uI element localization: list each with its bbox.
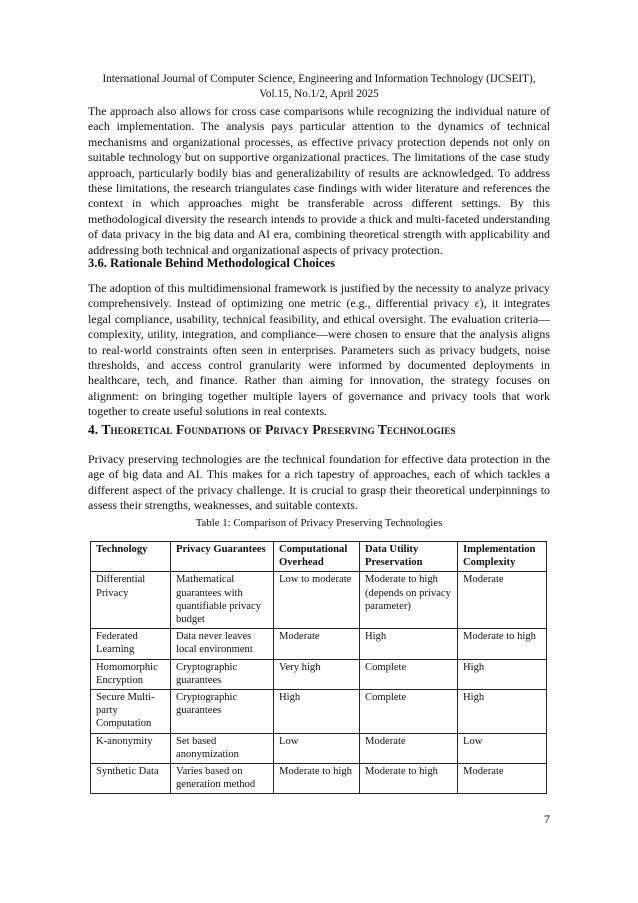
table-cell: Data never leaves local environment <box>171 629 274 659</box>
header-technology: Technology <box>91 542 171 572</box>
table-caption: Table 1: Comparison of Privacy Preserving Technologies <box>195 517 443 529</box>
table-cell: Moderate to high <box>274 764 360 794</box>
table-cell: Low to moderate <box>274 572 360 629</box>
comparison-table <box>90 541 547 794</box>
table-cell: Federated Learning <box>91 629 171 659</box>
table-cell: High <box>360 629 458 659</box>
section-3-6-block <box>88 281 550 420</box>
header-computational-overhead: Computational Overhead <box>274 542 360 572</box>
table-cell: Moderate to high <box>360 764 458 794</box>
page-number: 7 <box>544 812 550 826</box>
table-cell: K-anonymity <box>91 733 171 763</box>
table-cell: Complete <box>360 690 458 734</box>
table-cell: Moderate <box>274 629 360 659</box>
intro-paragraph: The approach also allows for cross case comparisons while recognizing the individual nature of each implementation. The analysis pays particular attention to the dynamics of technical mechanisms and organizational processes, as effective privacy protection depends not only on suitable technology but on supportive organizational practices. The limitations of the case study approach, particularly bodily bias and generalizability of results are acknowledged. To address these limitations, the research triangulates case findings with wider literature and references the context in which approaches might be transferable across different settings. By this methodological diversity the research intends to provide a thick and multi-faceted understanding of data privacy in the big data and AI era, combining theoretical strength with applicability and addressing both technical and organizational aspects of privacy protection. <box>88 104 550 257</box>
table-cell: Complete <box>360 659 458 689</box>
intro-paragraph-block <box>88 104 550 258</box>
table-cell: High <box>458 659 547 689</box>
journal-header <box>60 72 578 102</box>
table-row <box>91 572 547 629</box>
journal-header-line-2: Vol.15, No.1/2, April 2025 <box>259 88 379 100</box>
table-cell: High <box>274 690 360 734</box>
journal-header-line-1: International Journal of Computer Science, Engineering and Information Technology (IJCSEIT), <box>102 73 536 85</box>
table-cell: Low <box>458 733 547 763</box>
header-privacy-guarantees: Privacy Guarantees <box>171 542 274 572</box>
table-cell: Moderate <box>458 764 547 794</box>
table-row <box>91 764 547 794</box>
header-implementation-complexity: Implementation Complexity <box>458 542 547 572</box>
section-3-6-paragraph: The adoption of this multidimensional framework is justified by the necessity to analyze privacy comprehensively. Instead of optimizing one metric (e.g., differential privacy ε), it integrates legal compliance, usability, technical feasibility, and ethical oversight. The evaluation criteria—complexity, utility, integration, and compliance—were chosen to ensure that the analysis aligns to real-world constraints often seen in enterprises. Parameters such as privacy budgets, noise thresholds, and access control granularity were informed by documented deployments in healthcare, tech, and finance. Rather than aiming for innovation, the strategy focuses on alignment: on bringing together multiple layers of governance and privacy tools that work together to create useful solutions in real contexts. <box>88 281 550 419</box>
section-4-block <box>88 452 550 514</box>
table-row <box>91 659 547 689</box>
table-cell: Homomorphic Encryption <box>91 659 171 689</box>
table-cell: Moderate to high (depends on privacy parameter) <box>360 572 458 629</box>
table-cell: Synthetic Data <box>91 764 171 794</box>
table-cell: Moderate <box>458 572 547 629</box>
table-cell: Mathematical guarantees with quantifiable privacy budget <box>171 572 274 629</box>
table-cell: Set based anonymization <box>171 733 274 763</box>
table-cell: Differential Privacy <box>91 572 171 629</box>
section-3-6-heading: 3.6. Rationale Behind Methodological Choices <box>88 256 335 270</box>
table-cell: High <box>458 690 547 734</box>
table-cell: Cryptographic guarantees <box>171 659 274 689</box>
section-4-heading: 4. Theoretical Foundations of Privacy Preserving Technologies <box>88 422 456 437</box>
table-cell: Varies based on generation method <box>171 764 274 794</box>
table-cell: Low <box>274 733 360 763</box>
table-row <box>91 690 547 734</box>
table-cell: Very high <box>274 659 360 689</box>
table-cell: Secure Multi-party Computation <box>91 690 171 734</box>
table-row <box>91 733 547 763</box>
table-cell: Moderate <box>360 733 458 763</box>
table-cell: Moderate to high <box>458 629 547 659</box>
section-4-paragraph: Privacy preserving technologies are the technical foundation for effective data protection in the age of big data and AI. This makes for a rich tapestry of approaches, each of which tackles a different aspect of the privacy challenge. It is crucial to grasp their theoretical underpinnings to assess their strengths, weaknesses, and suitable contexts. <box>88 452 550 513</box>
header-data-utility: Data Utility Preservation <box>360 542 458 572</box>
table-row <box>91 629 547 659</box>
table-header-row <box>91 542 547 572</box>
table-cell: Cryptographic guarantees <box>171 690 274 734</box>
